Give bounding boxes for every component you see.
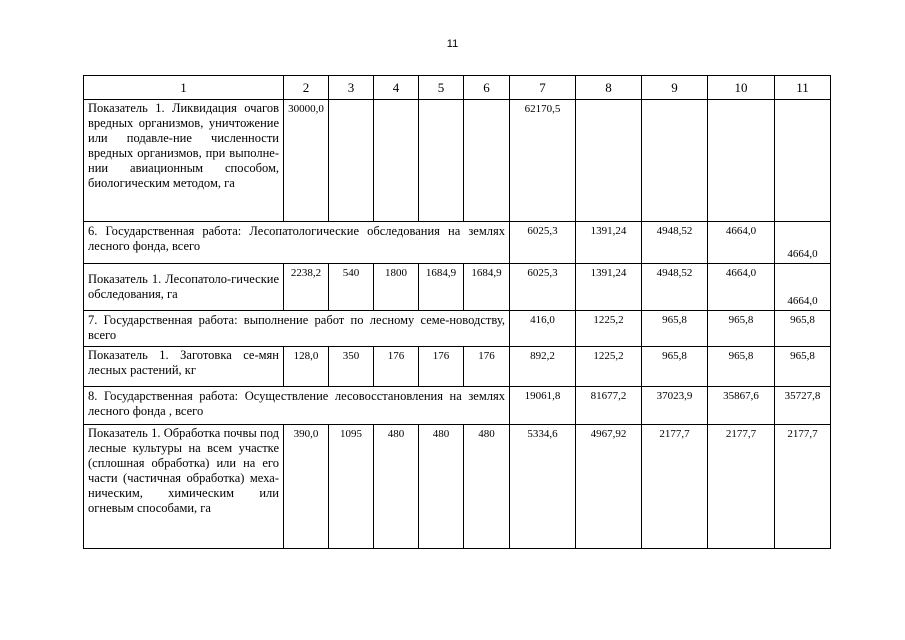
table-row: [84, 425, 831, 549]
header-cell: 8: [576, 76, 642, 100]
value-cell: 1684,9: [464, 264, 510, 311]
value-cell: 6025,3: [510, 264, 576, 311]
value-cell: 965,8: [642, 311, 708, 347]
indicator-label: Показатель 1. Заготовка се-мян лесных растений, кг: [84, 347, 284, 387]
value-cell: 81677,2: [576, 387, 642, 425]
value-cell: 540: [329, 264, 374, 311]
header-cell: 6: [464, 76, 510, 100]
value-cell: 965,8: [775, 311, 831, 347]
value-cell: 4664,0: [775, 222, 831, 264]
indicator-label: Показатель 1. Ликвидация очагов вредных организмов, уничтожение или подавле-ние численности вредных организмов, при выполне-нии авиационным способом, биологическим методом, га: [84, 100, 284, 222]
value-cell: 2238,2: [284, 264, 329, 311]
value-cell: 965,8: [642, 347, 708, 387]
value-cell: 2177,7: [642, 425, 708, 549]
value-cell: 35727,8: [775, 387, 831, 425]
value-cell: 1800: [374, 264, 419, 311]
value-cell: 4664,0: [708, 264, 775, 311]
value-cell: 30000,0: [284, 100, 329, 222]
value-cell: 37023,9: [642, 387, 708, 425]
value-cell: 35867,6: [708, 387, 775, 425]
value-cell: 1684,9: [419, 264, 464, 311]
value-cell: [642, 100, 708, 222]
value-cell: [464, 100, 510, 222]
header-cell: 10: [708, 76, 775, 100]
value-cell: 4948,52: [642, 264, 708, 311]
header-cell: 11: [775, 76, 831, 100]
value-cell: 416,0: [510, 311, 576, 347]
value-cell: 2177,7: [775, 425, 831, 549]
header-cell: 2: [284, 76, 329, 100]
value-cell: 480: [374, 425, 419, 549]
page-number: 11: [446, 38, 459, 50]
value-cell: 4948,52: [642, 222, 708, 264]
value-cell: 480: [419, 425, 464, 549]
value-cell: 176: [374, 347, 419, 387]
value-cell: [775, 100, 831, 222]
value-cell: 128,0: [284, 347, 329, 387]
indicator-label: Показатель 1. Лесопатоло-гические обследования, га: [84, 264, 284, 311]
table-row: [84, 222, 831, 264]
header-cell: 7: [510, 76, 576, 100]
value-cell: 350: [329, 347, 374, 387]
work-title: 6. Государственная работа: Лесопатологические обследования на землях лесного фонда, всего: [84, 222, 510, 264]
work-title: 7. Государственная работа: выполнение работ по лесному семе-новодству, всего: [84, 311, 510, 347]
value-cell: 6025,3: [510, 222, 576, 264]
value-cell: 390,0: [284, 425, 329, 549]
value-cell: 176: [419, 347, 464, 387]
header-cell: 4: [374, 76, 419, 100]
value-cell: 5334,6: [510, 425, 576, 549]
value-cell: [576, 100, 642, 222]
value-cell: 892,2: [510, 347, 576, 387]
value-cell: 2177,7: [708, 425, 775, 549]
value-cell: 480: [464, 425, 510, 549]
value-cell: 4967,92: [576, 425, 642, 549]
table-row: [84, 347, 831, 387]
value-cell: [708, 100, 775, 222]
indicator-label: Показатель 1. Обработка почвы под лесные культуры на всем участке (сплошная обработка) или на его части (частичная обработка) меха-ническим, химическим или огневым способами, га: [84, 425, 284, 549]
value-cell: 1391,24: [576, 264, 642, 311]
value-cell: 19061,8: [510, 387, 576, 425]
header-cell: 3: [329, 76, 374, 100]
value-cell: [329, 100, 374, 222]
table-row: [84, 387, 831, 425]
header-cell: 1: [84, 76, 284, 100]
value-cell: [419, 100, 464, 222]
table-row: [84, 264, 831, 311]
value-cell: 4664,0: [775, 264, 831, 311]
data-table: [83, 75, 831, 549]
header-cell: 5: [419, 76, 464, 100]
header-row: [84, 76, 831, 100]
value-cell: 1225,2: [576, 347, 642, 387]
work-title: 8. Государственная работа: Осуществление лесовосстановления на землях лесного фонда , всего: [84, 387, 510, 425]
value-cell: 4664,0: [708, 222, 775, 264]
header-cell: 9: [642, 76, 708, 100]
table-row: [84, 311, 831, 347]
value-cell: 176: [464, 347, 510, 387]
table-row: [84, 100, 831, 222]
value-cell: 1095: [329, 425, 374, 549]
value-cell: 965,8: [708, 311, 775, 347]
value-cell: 965,8: [708, 347, 775, 387]
value-cell: 965,8: [775, 347, 831, 387]
value-cell: 1225,2: [576, 311, 642, 347]
value-cell: 1391,24: [576, 222, 642, 264]
value-cell: 62170,5: [510, 100, 576, 222]
value-cell: [374, 100, 419, 222]
